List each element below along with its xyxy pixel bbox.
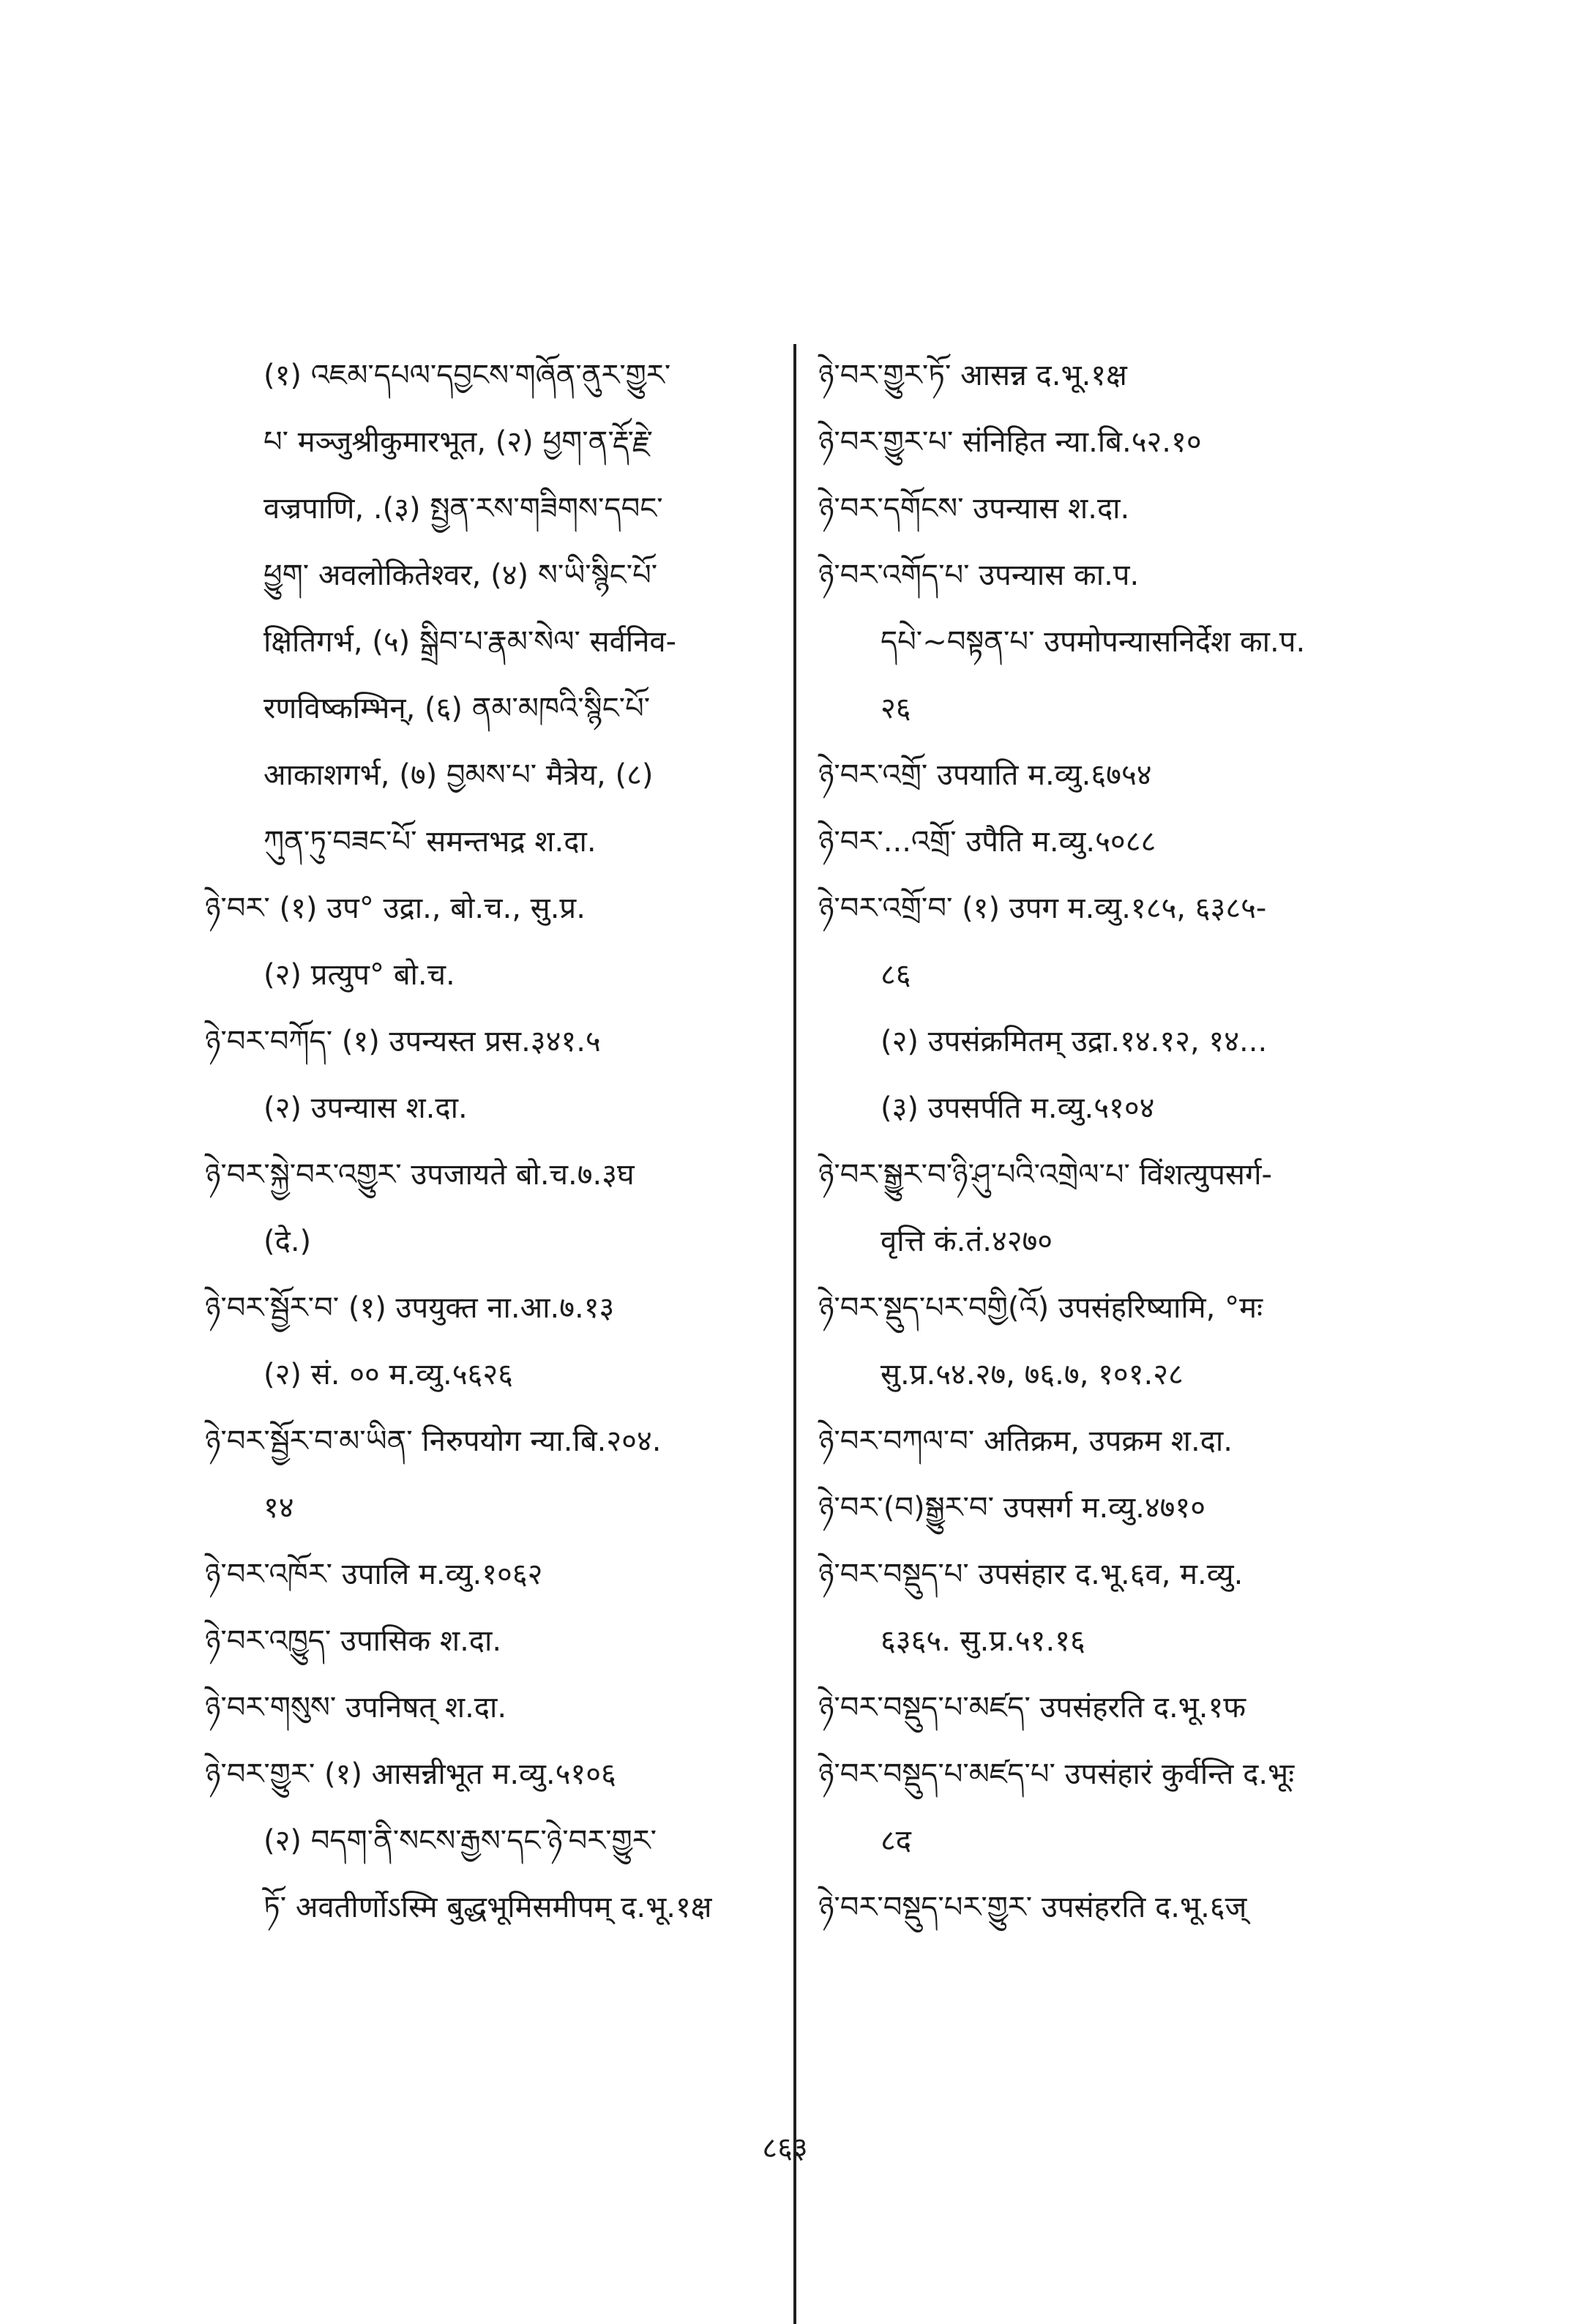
dictionary-line: ཉེ་བར་སྐྱེ་བར་འགྱུར་ उपजायते बो.च.७.३घ [205, 1158, 635, 1192]
dictionary-line: (दे.) [263, 1225, 312, 1258]
dictionary-line: ཉེ་བར་བསྡུད་པ་མཛད་ उपसंहरति द.भू.१फ [818, 1691, 1246, 1725]
dictionary-line: आकाशगर्भ, (७) བྱམས་པ་ मैत्रेय, (८) [263, 758, 654, 792]
dictionary-line: ཉེ་བར་གྱུར་པ་ संनिहित न्या.बि.५२.१० [818, 425, 1202, 459]
page-number: ८६३ [762, 2131, 808, 2165]
column-divider [793, 344, 796, 2324]
dictionary-line: ८द [881, 1824, 912, 1858]
dictionary-line: ཉེ་བར་གྱུར་ (१) आसन्नीभूत म.व्यु.५१०६ [205, 1757, 616, 1791]
dictionary-line: ཉེ་བར་འཁྱུད་ उपासिक श.दा. [205, 1624, 502, 1658]
dictionary-line: ཉེ་བར་(བ)སྒྱུར་བ་ उपसर्ग म.व्यु.४७१० [818, 1491, 1206, 1525]
dictionary-line: ६३६५. सु.प्र.५१.१६ [881, 1624, 1085, 1658]
dictionary-line: २६ [881, 692, 911, 725]
dictionary-line: (२) उपन्यास श.दा. [263, 1091, 468, 1125]
dictionary-line: ཉེ་བར་དགོངས་ उपन्यास श.दा. [818, 492, 1130, 526]
dictionary-line: १४ [263, 1491, 294, 1525]
dictionary-line: ཉེ་བར་བསྡུད་པ་ उपसंहार द.भू.६व, म.व्यु. [818, 1558, 1244, 1591]
dictionary-line: ཉེ་བར་འཁོར་ उपालि म.व्यु.१०६२ [205, 1558, 543, 1591]
dictionary-line: ཉེ་བར་...འགྲོ་ उपैति म.व्यु.५०८८ [818, 825, 1156, 859]
dictionary-line: रणविष्कम्भिन्, (६) ནམ་མཁའི་སྙིང་པོ་ [263, 692, 651, 725]
dictionary-line: ཉེ་བར་སྦྱོར་བ་ (१) उपयुक्त ना.आ.७.१३ [205, 1291, 615, 1325]
dictionary-line: དཔེ་~བསྟན་པ་ उपमोपन्यासनिर्देश का.प. [881, 625, 1306, 659]
dictionary-line: ཉེ་བར་ (१) उप° उद्रा., बो.च., सु.प्र. [205, 892, 586, 925]
dictionary-line: क्षितिगर्भ, (५) སྒྲིབ་པ་རྣམ་སེལ་ सर्वनिव- [263, 625, 677, 659]
dictionary-line: ८६ [881, 958, 911, 992]
dictionary-line: ཉེ་བར་འགྲོ་ उपयाति म.व्यु.६७५४ [818, 758, 1152, 792]
dictionary-line: ཉེ་བར་གྱུར་ཏོ་ आसन्न द.भू.१क्ष [818, 359, 1127, 392]
dictionary-line: ཉེ་བར་འགོད་པ་ उपन्यास का.प. [818, 558, 1140, 592]
dictionary-line: सु.प्र.५४.२७, ७६.७, १०१.२८ [881, 1358, 1184, 1391]
dictionary-line: ཉེ་བར་བཀལ་བ་ अतिक्रम, उपक्रम श.दा. [818, 1424, 1233, 1458]
dictionary-line: ཉེ་བར་གསུས་ उपनिषत् श.दा. [205, 1691, 507, 1725]
dictionary-line: ཉེ་བར་སྒྱུར་བ་ཉི་ཤུ་པའི་འགྲེལ་པ་ विंशत्युपसर्ग- [818, 1158, 1272, 1192]
dictionary-line: ཏོ་ अवतीर्णोऽस्मि बुद्धभूमिसमीपम् द.भू.१क्ष [263, 1891, 712, 1924]
dictionary-line: ཉེ་བར་སྡུད་པར་བགྱི(འོ) उपसंहरिष्यामि, °मः [818, 1291, 1263, 1325]
dictionary-line: ཉེ་བར་བསྡུད་པར་གྱུར་ उपसंहरति द.भू.६ज् [818, 1891, 1247, 1924]
dictionary-line: ཉེ་བར་བཀོད་ (१) उपन्यस्त प्रस.३४१.५ [205, 1025, 601, 1058]
dictionary-line: ཉེ་བར་འགྲོ་བ་ (१) उपग म.व्यु.१८५, ६३८५- [818, 892, 1267, 925]
dictionary-line: (२) བདག་ནི་སངས་རྒྱས་དང་ཉེ་བར་གྱུར་ [263, 1824, 657, 1858]
right-column [818, 343, 1418, 1941]
left-column [205, 343, 783, 1941]
dictionary-line: (१) འཇམ་དཔལ་དབྱངས་གཞོན་ནུར་གྱུར་ [263, 359, 671, 392]
dictionary-line: वज्रपाणि, .(३) སྤྱན་རས་གཟིགས་དབང་ [263, 492, 663, 526]
dictionary-line: ཀུན་ཏུ་བཟང་པོ་ समन्तभद्र श.दा. [263, 825, 597, 859]
dictionary-line: པ་ मञ्जुश्रीकुमारभूत, (२) ཕྱག་ན་རྡོ་རྗེ་ [263, 425, 653, 459]
dictionary-line: (२) सं. ०० म.व्यु.५६२६ [263, 1358, 513, 1391]
dictionary-line: ཕྱུག་ अवलोकितेश्वर, (४) ས་ཡི་སྙིང་པོ་ [263, 558, 658, 592]
dictionary-line: (२) प्रत्युप° बो.च. [263, 958, 455, 992]
dictionary-line: ཉེ་བར་སྦྱོར་བ་མ་ཡིན་ निरुपयोग न्या.बि.२०४. [205, 1424, 662, 1458]
dictionary-line: (२) उपसंक्रमितम् उद्रा.१४.१२, १४... [881, 1025, 1268, 1058]
dictionary-line: (३) उपसर्पति म.व्यु.५१०४ [881, 1091, 1155, 1125]
dictionary-line: ཉེ་བར་བསྡུད་པ་མཛད་པ་ उपसंहारं कुर्वन्ति द.भूः [818, 1757, 1295, 1791]
dictionary-line: वृत्ति कं.तं.४२७० [881, 1225, 1053, 1258]
